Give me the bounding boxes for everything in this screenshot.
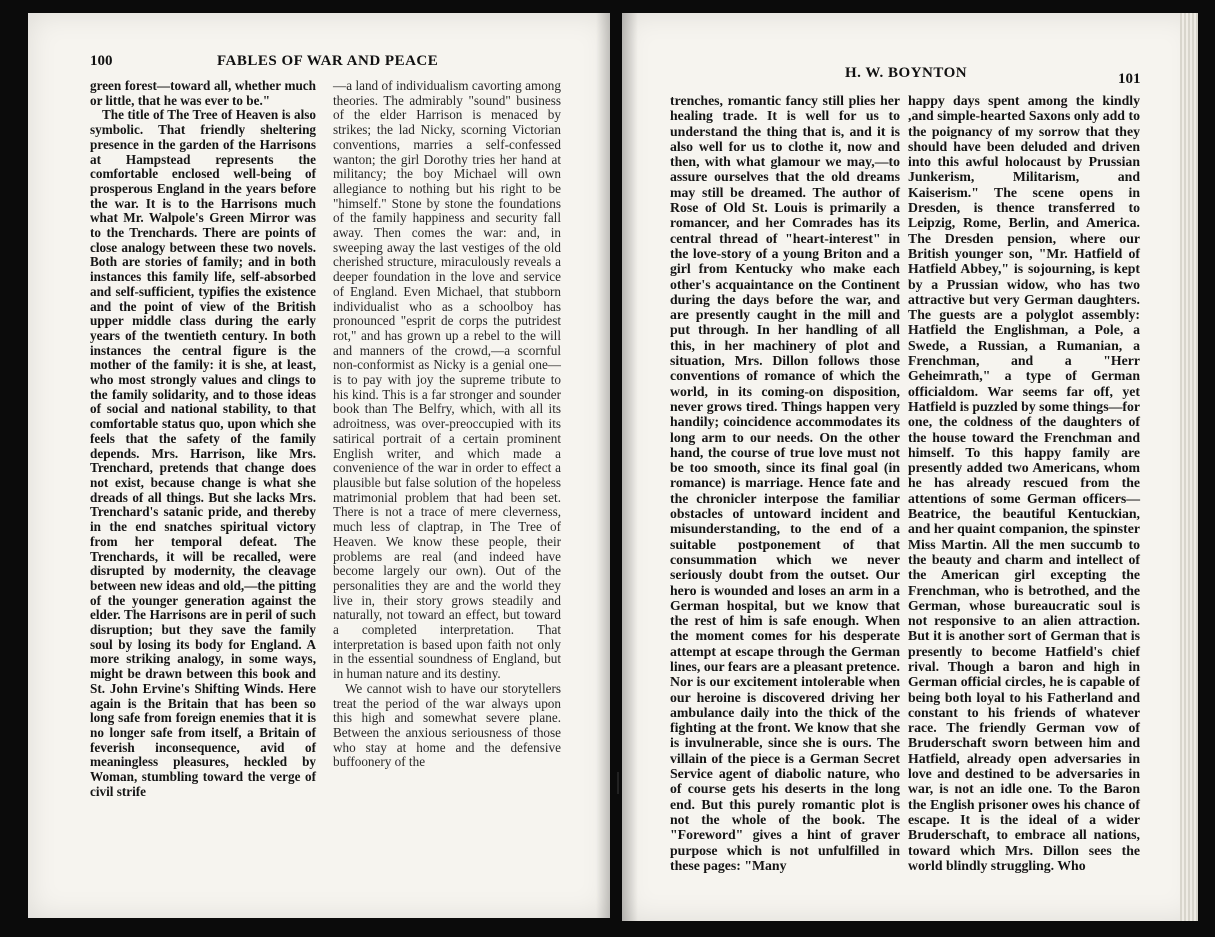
right-gutter-shadow bbox=[622, 13, 638, 921]
right-page-number: 101 bbox=[1118, 71, 1141, 87]
left-column-1 bbox=[90, 79, 316, 799]
right-running-head: H. W. BOYNTON bbox=[845, 65, 968, 81]
left-col2-para-1: —a land of individualism cavorting among theories. The admirably "sound" business of the elder Harrison is menaced by strikes; the lad Nicky, scorning Victorian conventions, marries a self-confessed wanton; the girl Dorothy tries her hand at militancy; the boy Michael will own allegiance to nothing but his right to be "himself." Stone by stone the foundations of the family happiness and security fall away. Then comes the war: and, in sweeping away the last vestiges of the old cherished structure, miraculously reveals a deeper foundation in the love and service of England. Even Michael, that stubborn individualist who as a schoolboy has pronounced "esprit de corps the putridest rot," and has grown up a rebel to the will and manners of the crowd,—a scornful non-conformist as Nicky is a genial one—is to pay with joy the supreme tribute to his kind. This is a far stronger and sounder book than The Belfry, which, with all its adroitness, was over-preoccupied with its satirical portrait of a certain prominent English writer, and which made a convenience of the war in order to effect a plausible but false solution of the hopeless matrimonial problem that had been set. There is not a trace of mere cleverness, much less of claptrap, in The Tree of Heaven. We know these people, their problems are real (and indeed have become largely our own). Out of the personalities they are and the world they live in, their story grows steadily and naturally, not toward an effect, but toward a completed interpretation. That interpretation is based upon faith not only in the essential soundness of England, but in human nature and its destiny. bbox=[333, 78, 561, 682]
right-column-1 bbox=[670, 93, 900, 873]
right-column-2 bbox=[908, 93, 1140, 873]
left-gutter-shadow bbox=[596, 13, 610, 918]
right-col2-para-1: happy days spent among the kindly ,and simple-hearted Saxons only add to the poignancy of my sorrow that they should have been deluded and driven into this awful holocaust by Prussian Junkerism, Militarism, and Kaiserism." The scene opens in Dresden, is thence transferred to Leipzig, Rome, Berlin, and America. The Dresden pension, where our British younger son, "Mr. Hatfield of Hatfield Abbey," is sojourning, is kept by a Prussian widow, who has two attractive but very German daughters. The guests are a polyglot assembly: Hatfield the Englishman, a Pole, a Swede, a Russian, a Rumanian, a Frenchman, and a "Herr Geheimrath," a type of German officialdom. War seems far off, yet Hatfield is puzzled by some things—for one, the coldness of the daughters of the house toward the Frenchman and himself. To this happy family are presently added two Americans, whom he has already rescued from the attentions of some German officers—Beatrice, the beautiful Kentuckian, and her quaint companion, the spinster Miss Martin. All the men succumb to the beauty and charm and intellect of the American girl excepting the Frenchman, who is betrothed, and the German, whose bureaucratic soul is not responsive to an alien attraction. But it is another sort of German that is presently to become Hatfield's chief rival. Though a baron and high in German official circles, he is capable of being both loyal to his Fatherland and constant to his friends of whatever race. The friendly German vow of Bruderschaft sworn between him and Hatfield, already open adversaries in love and destined to be adversaries in war, is not an idle one. To the Baron the English prisoner owes his chance of escape. It is the ideal of a wider Bruderschaft, to embrace all nations, toward which Mrs. Dillon sees the world blindly struggling. Who bbox=[908, 93, 1140, 873]
left-col1-para-1: green forest—toward all, whether much or little, that he was ever to be." bbox=[90, 78, 316, 108]
left-col1-para-2: The title of The Tree of Heaven is also symbolic. That friendly sheltering presence in the garden of the Harrisons at Hampstead represents the comfortable enclosed well-being of prosperous England in the years before the war. It is to the Harrisons much what Mr. Walpole's Green Mirror was to the Trenchards. There are points of close analogy between these two novels. Both are stories of family; and in both instances this family life, self-absorbed and self-sufficient, typifies the existence and the point of view of the British upper middle class during the early years of the twentieth century. In both instances the central figure is the mother of the family: it is she, at least, who most strongly values and clings to the family solidarity, and to those ideas of social and national stability, to that comfortable status quo, upon which she feels that the safety of the family depends. Mrs. Harrison, like Mrs. Trenchard, pretends that change does not exist, because change is what she dreads of all things. But she lacks Mrs. Trenchard's satanic pride, and thereby in the end snatches spiritual victory from her temporal defeat. The Trenchards, it will be recalled, were disrupted by modernity, the cleavage between new ideas and old,—the pitting of the younger generation against the elder. The Harrisons are in peril of such disruption; but they save the family soul by losing its body for England. A more striking analogy, in some ways, might be drawn between this book and St. John Ervine's Shifting Winds. Here again is the Britain that has been so long safe from foreign enemies that it is no longer safe from itself, a Britain of feverish inconsequence, avid of meaningless pleasures, heckled by Woman, stumbling toward the verge of civil strife bbox=[90, 107, 316, 799]
page-edge-stack bbox=[1180, 13, 1198, 921]
left-page bbox=[28, 13, 610, 918]
left-page-number: 100 bbox=[90, 53, 113, 69]
left-column-2 bbox=[333, 79, 561, 770]
left-running-head: FABLES OF WAR AND PEACE bbox=[217, 53, 439, 69]
right-page bbox=[622, 13, 1198, 921]
right-col1-para-1: trenches, romantic fancy still plies her healing trade. It is well for us to understand the thing that is, and it is also well for us to clothe it, now and then, with what glamour we may,—to assure ourselves that the old dreams may still be dreamed. The author of Rose of Old St. Louis is primarily a romancer, and her Comrades has its central thread of "heart-interest" in the love-story of a young Briton and a girl from Kentucky who make each other's acquaintance on the Continent during the days before the war, and are presently caught in the mill and put through. In her handling of all this, in her machinery of plot and situation, Mrs. Dillon follows those conventions of romance of which the world, in its coming-on disposition, never grows tired. Things happen very handily; coincidence accommodates its long arm to our needs. On the other hand, the course of true love must not be too smooth, since its final goal (in romance) is marriage. Hence fate and the chronicler interpose the familiar obstacles of untoward incident and misunderstanding, to the end of a suitable postponement of that consummation which we never seriously doubt from the outset. Our hero is wounded and loses an arm in a German hospital, but we know that the rest of him is safe enough. When the moment comes for his desperate attempt at escape through the German lines, our fears are a pleasant pretence. Nor is our excitement intolerable when our heroine is discovered driving her ambulance daily into the thick of the fighting at the front. We know that she is invulnerable, since she is ours. The villain of the piece is a German Secret Service agent of diabolic nature, who of course gets his deserts in the long end. But this purely romantic plot is not the whole of the book. The "Foreword" gives a hint of graver purpose which is not unfulfilled in these pages: "Many bbox=[670, 93, 900, 873]
left-col2-para-2: We cannot wish to have our storytellers treat the period of the war always upon this high and somewhat severe plane. Between the anxious seriousness of those who stay at home and the defensive buffoonery of the bbox=[333, 680, 561, 770]
margin-pencil-mark bbox=[617, 772, 619, 794]
